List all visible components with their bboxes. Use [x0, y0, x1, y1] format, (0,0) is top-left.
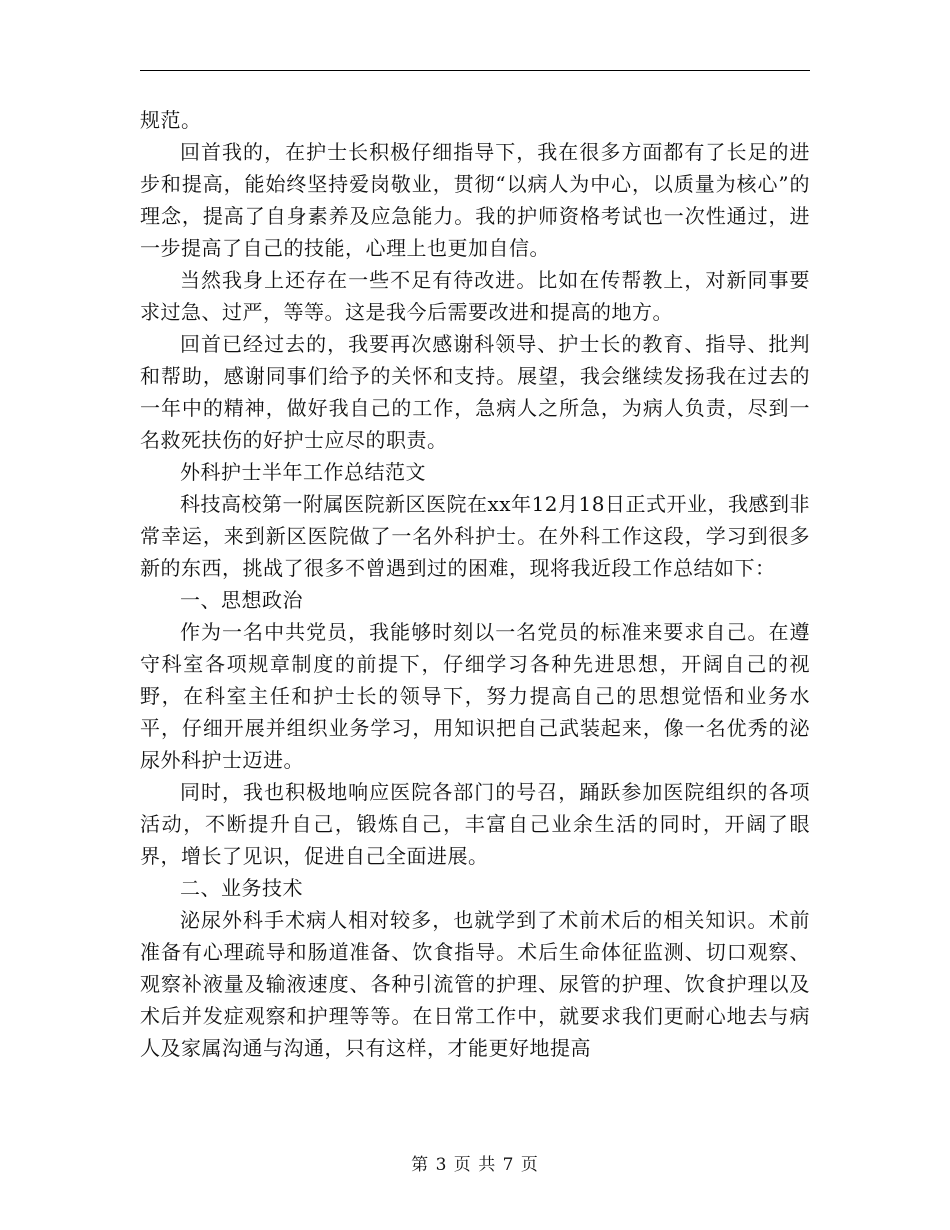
paragraph: 科技高校第一附属医院新区医院在xx年12月18日正式开业，我感到非常幸运，来到新区医院做了一名外科护士。在外科工作这段，学习到很多新的东西，挑战了很多不曾遇到过的困难，现将我近段工作总结如下：: [140, 492, 810, 580]
paragraph: 回首我的，在护士长积极仔细指导下，我在很多方面都有了长足的进步和提高，能始终坚持爱岗敬业，贯彻“以病人为中心，以质量为核心”的理念，提高了自身素养及应急能力。我的护师资格考试也一次性通过，进一步提高了自己的技能，心理上也更加自信。: [140, 140, 810, 260]
paragraph: 同时，我也积极地响应医院各部门的号召，踊跃参加医院组织的各项活动，不断提升自己，锻炼自己，丰富自己业余生活的同时，开阔了眼界，增长了见识，促进自己全面进展。: [140, 780, 810, 868]
paragraph: 规范。: [140, 108, 202, 132]
section-heading: 二、业务技术: [180, 876, 303, 900]
paragraph: 回首已经过去的，我要再次感谢科领导、护士长的教育、指导、批判和帮助，感谢同事们给予的关怀和支持。展望，我会继续发扬我在过去的一年中的精神，做好我自己的工作，急病人之所急，为病人负责，尽到一名救死扶伤的好护士应尽的职责。: [140, 332, 810, 452]
section-title: 外科护士半年工作总结范文: [180, 460, 426, 484]
header-rule: [140, 70, 810, 71]
page-number-footer: 第 3 页 共 7 页: [411, 1155, 539, 1175]
paragraph: 作为一名中共党员，我能够时刻以一名党员的标准来要求自己。在遵守科室各项规章制度的前提下，仔细学习各种先进思想，开阔自己的视野，在科室主任和护士长的领导下，努力提高自己的思想觉悟和业务水平，仔细开展并组织业务学习，用知识把自己武装起来，像一名优秀的泌尿外科护士迈进。: [140, 620, 810, 772]
section-heading: 一、思想政治: [180, 588, 303, 612]
paragraph: 当然我身上还存在一些不足有待改进。比如在传帮教上，对新同事要求过急、过严，等等。这是我今后需要改进和提高的地方。: [140, 268, 810, 324]
document-body: [140, 104, 810, 1064]
paragraph: 泌尿外科手术病人相对较多，也就学到了术前术后的相关知识。术前准备有心理疏导和肠道准备、饮食指导。术后生命体征监测、切口观察、观察补液量及输液速度、各种引流管的护理、尿管的护理、饮食护理以及术后并发症观察和护理等等。在日常工作中，就要求我们更耐心地去与病人及家属沟通与沟通，只有这样，才能更好地提高: [140, 908, 810, 1060]
